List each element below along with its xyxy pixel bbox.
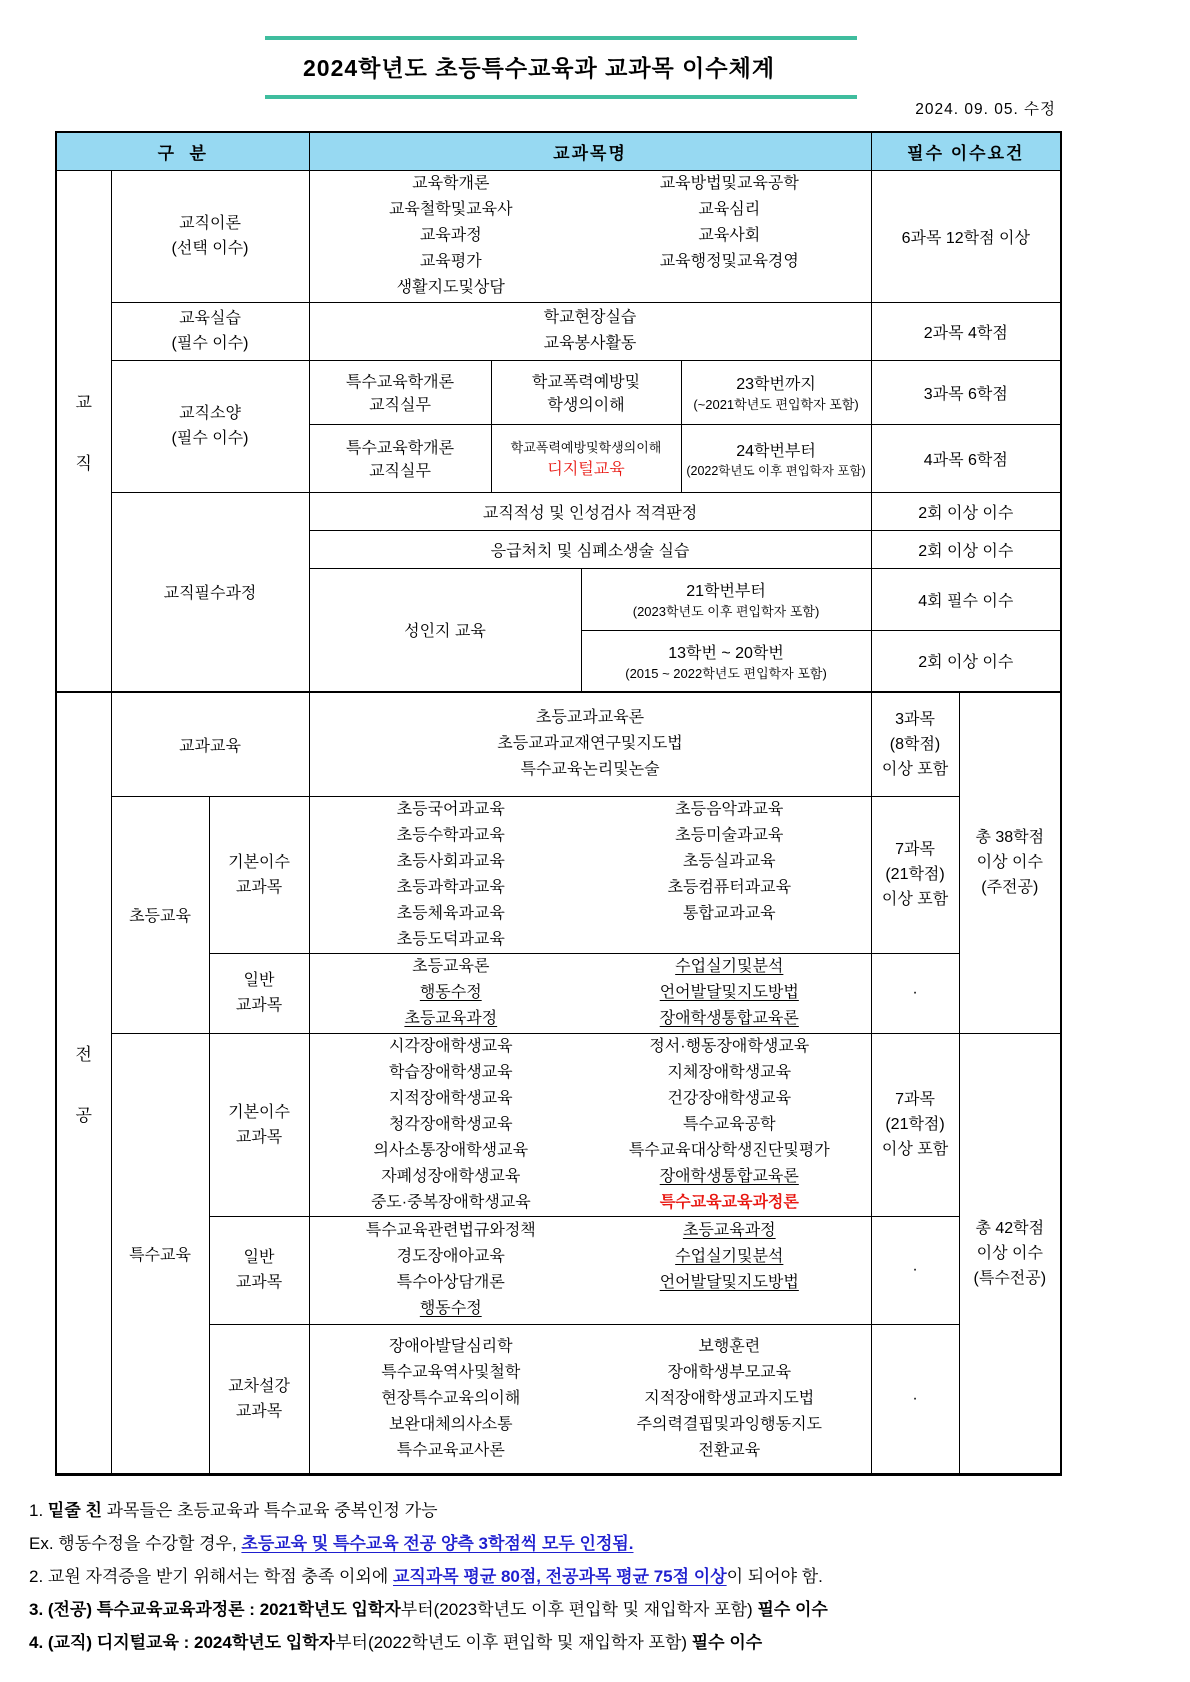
course: 중도·중복장애학생교육	[370, 1193, 531, 1211]
requirement-special-basic: 7과목 (21학점) 이상 포함	[871, 1033, 959, 1216]
course: 초등수학과교육	[396, 826, 505, 844]
course: 교직실무	[369, 463, 431, 480]
course-column-left	[312, 1218, 591, 1322]
course-gender-education: 성인지 교육	[309, 568, 581, 692]
page-title: 2024학년도 초등특수교육과 교과목 이수체계	[303, 55, 776, 81]
course-column-right	[590, 1218, 869, 1296]
course: 초등교과교육론	[535, 709, 645, 727]
course: 장애학생부모교육	[667, 1363, 792, 1381]
course-column-left	[312, 1034, 591, 1216]
footnotes	[29, 1494, 1169, 1659]
course-aptitude: 교직적성 및 인성검사 적격판정	[309, 492, 871, 530]
requirement-cpr: 2회 이상 이수	[871, 530, 1061, 568]
category-elementary: 초등교육	[111, 796, 209, 1033]
subcategory-special-basic: 기본이수 교과목	[209, 1033, 309, 1216]
course: 교육봉사활동	[543, 335, 637, 352]
revision-date: 2024. 09. 05. 수정	[915, 101, 1056, 118]
group-char: 직	[75, 453, 92, 473]
requirement-gender-13: 2회 이상 이수	[871, 630, 1061, 692]
subcategory-elementary-general: 일반 교과목	[209, 953, 309, 1033]
gender-cohort-21: 21학번부터 (2023학년도 이후 편입학자 포함)	[581, 568, 871, 630]
course: 현장특수교육의이해	[381, 1389, 521, 1407]
group-char: 전	[75, 1044, 92, 1064]
header-category: 구 분	[56, 132, 309, 170]
course-column-right	[590, 954, 869, 1032]
requirement-subject-edu: 3과목 (8학점) 이상 포함	[871, 692, 959, 796]
group-char: 교	[75, 392, 92, 412]
course: 특수교육교사론	[396, 1441, 505, 1459]
course: 수업실기및분석	[675, 958, 784, 975]
requirement-special-cross: ·	[871, 1324, 959, 1474]
table-header-row	[56, 132, 1061, 170]
course: 건강장애학생교육	[667, 1089, 792, 1107]
course: 초등음악과교육	[675, 800, 784, 818]
header-requirement: 필수 이수요건	[871, 132, 1061, 170]
row-elementary-basic	[56, 796, 1061, 953]
gender-cohort-13: 13학번 ~ 20학번 (2015 ~ 2022학년도 편입학자 포함)	[581, 630, 871, 692]
footnote-1-example: Ex. 행동수정을 수강할 경우, 초등교육 및 특수교육 전공 양측 3학점씩 모두 인정됨.	[29, 1534, 634, 1553]
course-special-curriculum: 특수교육교육과정론	[659, 1193, 799, 1211]
course-column-right	[590, 1034, 869, 1216]
subcategory-special-general: 일반 교과목	[209, 1216, 309, 1324]
course: 학교폭력예방및학생의이해	[510, 440, 662, 455]
course: 특수교육학개론	[345, 440, 455, 457]
course: 특수교육학개론	[345, 374, 455, 391]
course: 교직실무	[369, 397, 431, 414]
course: 교육철학및교육사	[388, 201, 513, 218]
course: 정서·행동장애학생교육	[649, 1037, 810, 1055]
course: 의사소통장애학생교육	[373, 1141, 529, 1159]
blue-highlight: 초등교육 및 특수교육 전공 양측 3학점씩 모두 인정됨.	[241, 1534, 634, 1553]
course: 특수교육공학	[682, 1115, 776, 1133]
course-column-right	[590, 1334, 869, 1464]
course: 초등교육과정	[404, 1010, 498, 1027]
course-digital-education: 디지털교육	[547, 461, 625, 478]
group-label-gyojik	[56, 170, 111, 692]
course: 특수교육역사및철학	[381, 1363, 521, 1381]
course: 보행훈련	[698, 1337, 761, 1355]
requirement-elementary-basic: 7과목 (21학점) 이상 포함	[871, 796, 959, 953]
courses-practice	[309, 302, 871, 360]
course-column-left	[312, 954, 591, 1032]
course: 주의력결핍및과잉행동지도	[636, 1415, 823, 1433]
footnote-3: 3. (전공) 특수교육교육과정론 : 2021학년도 입학자부터(2023학년도 이후 편입학 및 재입학자 포함) 필수 이수	[29, 1600, 828, 1619]
course: 시각장애학생교육	[388, 1037, 513, 1055]
soyang23-cohort: 23학번까지 (~2021학년도 편입학자 포함)	[681, 360, 871, 424]
course: 통합교과교육	[682, 904, 776, 922]
footnote-4: 4. (교직) 디지털교육 : 2024학년도 입학자부터(2022학년도 이후 편입학 및 재입학자 포함) 필수 이수	[29, 1633, 763, 1652]
row-soyang-23	[56, 360, 1061, 424]
course: 생활지도및상담	[396, 279, 505, 296]
course: 특수교육관련법규와정책	[365, 1222, 536, 1239]
course: 교육심리	[698, 201, 761, 218]
row-special-basic	[56, 1033, 1061, 1216]
course: 청각장애학생교육	[388, 1115, 513, 1133]
subcategory-special-cross: 교차설강 교과목	[209, 1324, 309, 1474]
blue-highlight: 교직과목 평균 80점, 전공과목 평균 75점 이상	[392, 1567, 727, 1586]
underline-note: 밑줄 친	[47, 1501, 102, 1520]
course: 행동수정	[419, 1300, 482, 1317]
row-aptitude	[56, 492, 1061, 530]
course: 지적장애학생교육	[388, 1089, 513, 1107]
course: 수업실기및분석	[675, 1248, 784, 1265]
soyang23-courses-2	[491, 360, 681, 424]
soyang24-courses-1	[309, 424, 491, 492]
footnote-2: 2. 교원 자격증을 받기 위해서는 학점 충족 이외에 교직과목 평균 80점, 전공과목 평균 75점 이상이 되어야 함.	[29, 1567, 823, 1586]
course: 초등국어과교육	[396, 800, 505, 818]
group-label-jeongong	[56, 692, 111, 1474]
courses-special-basic	[309, 1033, 871, 1216]
courses-subject-edu	[309, 692, 871, 796]
course: 교육과정	[419, 227, 482, 244]
soyang24-courses-2	[491, 424, 681, 492]
requirement-theory: 6과목 12학점 이상	[871, 170, 1061, 302]
header-course: 교과목명	[309, 132, 871, 170]
course: 학교폭력예방및	[531, 374, 641, 391]
course: 특수교육대상학생진단및평가	[628, 1141, 830, 1159]
category-required-course: 교직필수과정	[111, 492, 309, 692]
course: 초등실과교육	[682, 852, 776, 870]
course-column-left	[312, 797, 591, 953]
course: 특수아상담개론	[396, 1274, 505, 1291]
row-practice	[56, 302, 1061, 360]
course: 자폐성장애학생교육	[381, 1167, 521, 1185]
course: 초등도덕과교육	[396, 930, 505, 948]
course: 초등컴퓨터과교육	[667, 878, 792, 896]
category-special: 특수교육	[111, 1033, 209, 1474]
requirement-special-general: ·	[871, 1216, 959, 1324]
title-rule-top	[265, 36, 857, 40]
category-subject-edu: 교과교육	[111, 692, 309, 796]
course: 교육방법및교육공학	[659, 175, 799, 192]
course: 초등교과교재연구및지도법	[497, 735, 683, 753]
course: 초등교육론	[412, 958, 490, 975]
requirement-soyang-24: 4과목 6학점	[871, 424, 1061, 492]
category-practice: 교육실습 (필수 이수)	[111, 302, 309, 360]
total-main-major: 총 38학점 이상 이수 (주전공)	[959, 692, 1061, 1033]
course: 장애학생통합교육론	[659, 1010, 799, 1027]
course: 지적장애학생교과지도법	[644, 1389, 815, 1407]
row-theory	[56, 170, 1061, 302]
category-soyang: 교직소양 (필수 이수)	[111, 360, 309, 492]
course: 초등미술과교육	[675, 826, 784, 844]
course: 장애아발달심리학	[388, 1337, 513, 1355]
course: 장애학생통합교육론	[659, 1167, 799, 1185]
course: 특수교육논리및논술	[520, 761, 660, 779]
course: 교육사회	[698, 227, 761, 244]
course: 학생의이해	[547, 397, 625, 414]
course: 교육학개론	[412, 175, 490, 192]
course: 학습장애학생교육	[388, 1063, 513, 1081]
course: 초등과학과교육	[396, 878, 505, 896]
requirement-aptitude: 2회 이상 이수	[871, 492, 1061, 530]
requirement-soyang-23: 3과목 6학점	[871, 360, 1061, 424]
course: 지체장애학생교육	[667, 1063, 792, 1081]
course: 교육평가	[419, 253, 482, 270]
soyang24-cohort: 24학번부터 (2022학년도 이후 편입학자 포함)	[681, 424, 871, 492]
course: 언어발달및지도방법	[659, 1274, 799, 1291]
curriculum-table	[55, 131, 1062, 1476]
requirement-gender-21: 4회 필수 이수	[871, 568, 1061, 630]
requirement-elementary-general: ·	[871, 953, 959, 1033]
soyang23-courses-1	[309, 360, 491, 424]
title-block	[265, 36, 857, 99]
course-column-right	[590, 797, 869, 927]
course: 보완대체의사소통	[388, 1415, 513, 1433]
course-column-left	[312, 1334, 591, 1464]
course-column-left	[312, 171, 591, 301]
course-column-right	[590, 171, 869, 275]
total-special-major: 총 42학점 이상 이수 (특수전공)	[959, 1033, 1061, 1474]
course: 초등사회과교육	[396, 852, 505, 870]
course: 학교현장실습	[543, 309, 637, 326]
course: 교육행정및교육경영	[659, 253, 799, 270]
course: 언어발달및지도방법	[659, 984, 799, 1001]
requirement-practice: 2과목 4학점	[871, 302, 1061, 360]
category-theory: 교직이론 (선택 이수)	[111, 170, 309, 302]
subcategory-elementary-basic: 기본이수 교과목	[209, 796, 309, 953]
course: 초등교육과정	[682, 1222, 776, 1239]
courses-elementary-basic	[309, 796, 871, 953]
course: 행동수정	[419, 984, 482, 1001]
courses-theory	[309, 170, 871, 302]
row-subject-edu	[56, 692, 1061, 796]
course-cpr: 응급처치 및 심폐소생술 실습	[309, 530, 871, 568]
courses-special-cross	[309, 1324, 871, 1474]
course: 경도장애아교육	[396, 1248, 505, 1265]
courses-elementary-general	[309, 953, 871, 1033]
course: 초등체육과교육	[396, 904, 505, 922]
courses-special-general	[309, 1216, 871, 1324]
title-rule-bottom	[265, 95, 857, 99]
group-char: 공	[75, 1105, 92, 1125]
course: 전환교육	[698, 1441, 761, 1459]
footnote-1: 1. 밑줄 친 과목들은 초등교육과 특수교육 중복인정 가능	[29, 1501, 438, 1520]
